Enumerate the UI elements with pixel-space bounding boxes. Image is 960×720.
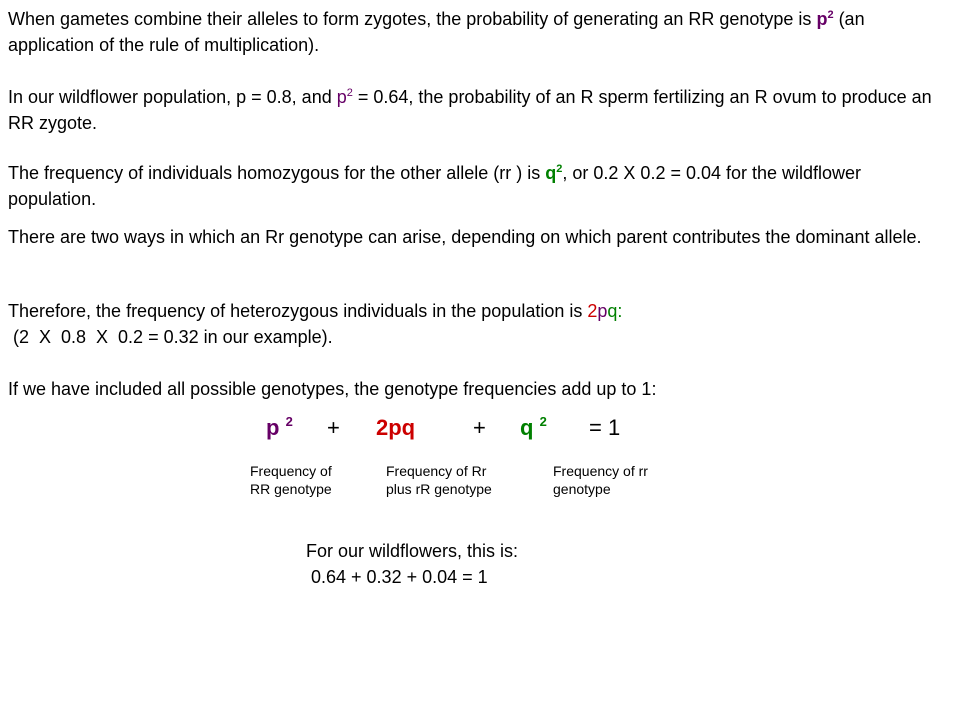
p3-text-b: , or 0.2 X 0.2 = 0.04 for the wildflower population. [8, 163, 862, 209]
caption-rr-dominant [250, 462, 400, 498]
p1-text-b: (an application of the rule of multiplication). [8, 9, 865, 55]
p3-q-symbol: q [545, 163, 557, 183]
p1-p-symbol: p [816, 9, 828, 29]
paragraph-all-genotypes [8, 376, 948, 402]
eq-plus-2 [473, 414, 486, 442]
eq-2pq-text: 2pq [376, 415, 416, 440]
summary-block [306, 538, 518, 590]
caption-heterozygous [386, 462, 536, 498]
p5-q: q [607, 301, 618, 321]
eq-q: q [520, 415, 534, 440]
p5-two: 2 [587, 301, 598, 321]
p5-text-a: Therefore, the frequency of heterozygous individuals in the population is [8, 301, 588, 321]
p1-p-exponent: 2 [827, 9, 834, 21]
p2-p-exponent: 2 [346, 87, 353, 99]
eq-equals-one [589, 414, 620, 442]
caption-rr-recessive-line2: genotype [553, 481, 611, 497]
p2-text-a: In our wildflower population, p = 0.8, and [8, 87, 337, 107]
paragraph-heterozygous [8, 298, 948, 350]
caption-rr-dominant-line1: Frequency of [250, 463, 332, 479]
eq-q-squared [520, 414, 547, 442]
eq-p: p [266, 415, 280, 440]
eq-q-exponent: 2 [539, 414, 547, 429]
paragraph-rr-probability [8, 6, 948, 58]
p3-text-a: The frequency of individuals homozygous for the other allele (rr ) is [8, 163, 546, 183]
caption-rr-recessive-line1: Frequency of rr [553, 463, 648, 479]
eq-equals-one-text: = 1 [589, 415, 621, 440]
p4-text: There are two ways in which an Rr genotype can arise, depending on which parent contributes the dominant allele. [8, 227, 922, 247]
p5-colon: : [617, 301, 623, 321]
eq-p-exponent: 2 [285, 414, 293, 429]
p2-text-b: = 0.64, the probability of an R sperm fertilizing an R ovum to produce an RR zygote. [8, 87, 932, 133]
p1-text-a: When gametes combine their alleles to form zygotes, the probability of generating an RR genotype is [8, 9, 817, 29]
eq-p-squared [266, 414, 293, 442]
p6-text: If we have included all possible genotypes, the genotype frequencies add up to 1: [8, 379, 657, 399]
p2-p-symbol: p [336, 87, 347, 107]
p5-line2: (2 X 0.8 X 0.2 = 0.32 in our example). [8, 327, 333, 347]
p5-p: p [597, 301, 608, 321]
eq-plus-1 [327, 414, 340, 442]
paragraph-rr-arise [8, 224, 948, 250]
caption-rr-recessive [553, 462, 703, 498]
eq-plus-1-text: + [327, 415, 340, 440]
eq-2pq [376, 414, 415, 442]
summary-line2: 0.64 + 0.32 + 0.04 = 1 [306, 567, 488, 587]
caption-rr-dominant-line2: RR genotype [250, 481, 332, 497]
paragraph-wildflower-p [8, 84, 948, 136]
p3-q-exponent: 2 [556, 163, 563, 175]
p5-line1 [8, 298, 948, 324]
caption-heterozygous-line1: Frequency of Rr [386, 463, 487, 479]
eq-plus-2-text: + [473, 415, 486, 440]
paragraph-homozygous-rr [8, 160, 948, 212]
summary-line1: For our wildflowers, this is: [306, 541, 519, 561]
caption-heterozygous-line2: plus rR genotype [386, 481, 492, 497]
